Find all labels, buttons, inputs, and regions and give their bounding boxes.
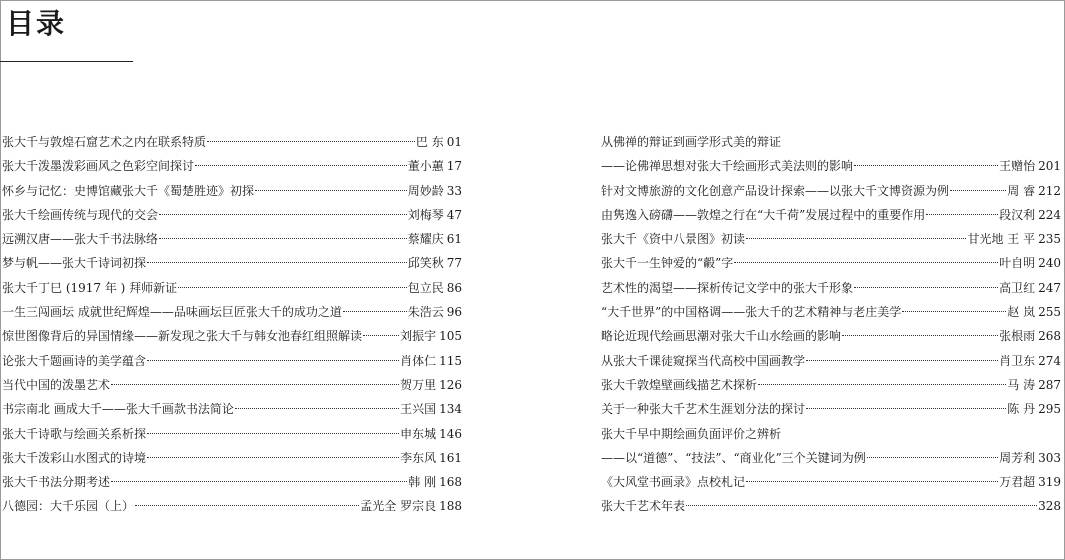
toc-entry-author: 陈 丹 — [1007, 402, 1036, 417]
toc-entry-title: 张大千书法分期考述 — [2, 475, 111, 490]
toc-entry-title: 张大千《资中八景图》初读 — [601, 232, 746, 247]
toc-entry-author: 李东风 — [400, 450, 437, 465]
toc-column-left — [2, 130, 462, 519]
dot-leader — [195, 165, 407, 166]
dot-leader — [147, 433, 399, 434]
toc-entry-author: 肖体仁 — [400, 353, 437, 368]
toc-entry-author: 赵 岚 — [1007, 305, 1036, 320]
dot-leader — [147, 457, 399, 458]
toc-entry-page: 115 — [439, 353, 462, 368]
title-underline — [0, 61, 133, 62]
dot-leader — [159, 214, 407, 215]
toc-entry — [2, 251, 462, 275]
toc-entry-title: 张大千早中期绘画负面评价之辨析 — [601, 426, 782, 441]
toc-entry-page: 01 — [446, 135, 462, 149]
toc-entry-title: 当代中国的泼墨艺术 — [2, 377, 111, 392]
toc-entry-page: 146 — [439, 426, 462, 441]
dot-leader — [111, 384, 399, 385]
toc-entry — [601, 179, 1061, 203]
toc-entry — [601, 251, 1061, 275]
toc-entry-title: 从佛禅的辩证到画学形式美的辩证 — [601, 135, 782, 149]
toc-entry-page: 201 — [1038, 159, 1061, 174]
toc-entry-page: 47 — [446, 207, 462, 222]
dot-leader — [159, 238, 407, 239]
toc-entry-title: 艺术性的渴望——探析传记文学中的张大千形象 — [601, 280, 854, 295]
toc-entry-title: 远溯汉唐——张大千书法脉络 — [2, 232, 159, 247]
toc-entry-title: 张大千泼彩山水图式的诗境 — [2, 450, 147, 465]
toc-entry — [601, 373, 1061, 397]
toc-entry-page: 328 — [1038, 499, 1061, 514]
dot-leader — [147, 360, 399, 361]
toc-entry-author: 王兴国 — [400, 402, 437, 417]
toc-entry — [601, 494, 1061, 518]
toc-entry-page: 168 — [439, 475, 462, 490]
toc-entry — [2, 446, 462, 470]
toc-entry — [2, 324, 462, 348]
toc-entry-title: 略论近现代绘画思潮对张大千山水绘画的影响 — [601, 329, 842, 344]
dot-leader — [842, 335, 998, 336]
toc-entry — [2, 470, 462, 494]
toc-entry — [601, 276, 1061, 300]
toc-entry-page: 188 — [439, 499, 462, 514]
toc-entry-author: 包立民 — [407, 280, 444, 295]
toc-entry — [601, 446, 1061, 470]
toc-entry-title: 针对文博旅游的文化创意产品设计探索——以张大千文博资源为例 — [601, 183, 950, 198]
toc-entry-author: 孟光全 罗宗良 — [360, 499, 437, 514]
toc-entry-author: 马 涛 — [1007, 377, 1036, 392]
toc-entry-author: 周 睿 — [1007, 183, 1036, 198]
toc-entry-title: 八德园：大千乐园（上） — [2, 499, 135, 514]
dot-leader — [235, 408, 399, 409]
toc-entry-page: 161 — [439, 450, 462, 465]
toc-entry-author: 申东城 — [400, 426, 437, 441]
toc-column-right — [601, 130, 1061, 519]
toc-entry-author: 刘梅琴 — [407, 207, 444, 222]
toc-entry-title: 张大千泼墨泼彩画风之色彩空间探讨 — [2, 159, 195, 174]
dot-leader — [746, 238, 966, 239]
toc-entry-author: 贺万里 — [400, 377, 437, 392]
toc-entry-title: 张大千艺术年表 — [601, 499, 686, 514]
toc-entry-author: 周妙龄 — [407, 183, 444, 198]
dot-leader — [686, 505, 1037, 506]
toc-entry-title: 张大千与敦煌石窟艺术之内在联系特质 — [2, 135, 207, 149]
toc-entry — [2, 154, 462, 178]
toc-entry-author: 叶自明 — [999, 256, 1036, 271]
toc-entry-title: 从张大千课徒窥探当代高校中国画教学 — [601, 353, 806, 368]
dot-leader — [255, 190, 407, 191]
dot-leader — [343, 311, 407, 312]
toc-entry — [601, 130, 1061, 154]
toc-entry-page: 126 — [439, 377, 462, 392]
toc-entry-title: 关于一种张大千艺术生涯划分法的探讨 — [601, 402, 806, 417]
dot-leader — [806, 360, 998, 361]
toc-entry — [2, 203, 462, 227]
toc-entry-page: 61 — [446, 232, 462, 247]
dot-leader — [950, 190, 1006, 191]
toc-entry-page: 96 — [446, 305, 462, 320]
dot-leader — [758, 384, 1006, 385]
toc-entry — [601, 470, 1061, 494]
toc-entry-page: 224 — [1038, 207, 1061, 222]
toc-entry-page: 319 — [1038, 475, 1061, 490]
toc-entry-author: 邱笑秋 — [407, 256, 444, 271]
toc-entry-page: 303 — [1038, 450, 1061, 465]
toc-entry-author: 巴 东 — [415, 135, 444, 149]
dot-leader — [902, 311, 1006, 312]
toc-entry — [2, 373, 462, 397]
toc-entry-author: 万君超 — [999, 475, 1036, 490]
toc-entry-author: 甘光地 王 平 — [967, 232, 1036, 247]
toc-entry-title: 梦与帆——张大千诗词初探 — [2, 256, 147, 271]
dot-leader — [734, 262, 998, 263]
toc-entry-page: 255 — [1038, 305, 1061, 320]
toc-entry — [601, 154, 1061, 178]
toc-entry-author: 段汉利 — [999, 207, 1036, 222]
dot-leader — [854, 287, 998, 288]
toc-entry-title: 张大千丁巳 (1917 年 ) 拜师新证 — [2, 280, 178, 295]
toc-entry — [2, 494, 462, 518]
toc-entry — [601, 422, 1061, 446]
toc-entry-author: 肖卫东 — [999, 353, 1036, 368]
toc-entry-page: 295 — [1038, 402, 1061, 417]
toc-entry-title: 《大风堂书画录》点校札记 — [601, 475, 746, 490]
dot-leader — [135, 505, 359, 506]
toc-entry — [601, 203, 1061, 227]
toc-entry-title: 书宗南北 画成大千——张大千画款书法简论 — [2, 402, 234, 417]
toc-entry-title: ——论佛禅思想对张大千绘画形式美法则的影响 — [601, 159, 854, 174]
toc-entry-author: 高卫红 — [999, 280, 1036, 295]
toc-entry-page: 247 — [1038, 280, 1061, 295]
toc-entry-title: 张大千一生钟爱的“㲉”字 — [601, 256, 734, 271]
toc-entry — [601, 349, 1061, 373]
dot-leader — [363, 335, 399, 336]
toc-entry — [2, 300, 462, 324]
toc-entry-author: 王赠怡 — [999, 159, 1036, 174]
toc-entry-title: 怀乡与记忆：史博馆藏张大千《蜀楚胜迹》初探 — [2, 183, 255, 198]
toc-entry-title: “大千世界”的中国格调——张大千的艺术精神与老庄美学 — [601, 305, 902, 320]
toc-entry-page: 77 — [446, 256, 462, 271]
dot-leader — [854, 165, 998, 166]
toc-entry-title: 由隽逸入磅礴——敦煌之行在“大千荷”发展过程中的重要作用 — [601, 207, 926, 222]
toc-entry-author: 蔡耀庆 — [407, 232, 444, 247]
toc-entry-author: 张根雨 — [999, 329, 1036, 344]
toc-entry — [2, 179, 462, 203]
dot-leader — [178, 287, 407, 288]
toc-entry — [2, 349, 462, 373]
toc-entry-title: 张大千诗歌与绘画关系析探 — [2, 426, 147, 441]
toc-entry-author: 韩 刚 — [408, 475, 437, 490]
toc-entry-title: 惊世图像背后的异国情缘——新发现之张大千与韩女池春红组照解读 — [2, 329, 363, 344]
toc-entry-page: 33 — [446, 183, 462, 198]
toc-entry — [2, 130, 462, 154]
toc-entry-title: 论张大千题画诗的美学蕴含 — [2, 353, 147, 368]
toc-entry-title: ——以“道德”、“技法”、“商业化”三个关键词为例 — [601, 450, 866, 465]
toc-entry-page: 235 — [1038, 232, 1061, 247]
dot-leader — [147, 262, 407, 263]
toc-entry-title: 张大千绘画传统与现代的交会 — [2, 207, 159, 222]
dot-leader — [806, 408, 1006, 409]
dot-leader — [867, 457, 998, 458]
toc-entry-page: 134 — [439, 402, 462, 417]
dot-leader — [207, 141, 415, 142]
toc-entry — [2, 397, 462, 421]
toc-entry-page: 86 — [446, 280, 462, 295]
dot-leader — [926, 214, 998, 215]
toc-entry — [2, 276, 462, 300]
toc-entry-page: 212 — [1038, 183, 1061, 198]
toc-entry-page: 17 — [446, 159, 462, 174]
toc-entry-author: 周芳利 — [999, 450, 1036, 465]
toc-entry-page: 240 — [1038, 256, 1061, 271]
toc-entry-author: 董小蕙 — [407, 159, 444, 174]
toc-entry-page: 287 — [1038, 377, 1061, 392]
toc-entry — [2, 227, 462, 251]
toc-entry — [601, 397, 1061, 421]
toc-entry-page: 274 — [1038, 353, 1061, 368]
toc-entry-author: 朱浩云 — [407, 305, 444, 320]
toc-entry — [601, 227, 1061, 251]
dot-leader — [746, 481, 998, 482]
toc-entry — [601, 300, 1061, 324]
toc-entry-title: 一生三闯画坛 成就世纪辉煌——品味画坛巨匠张大千的成功之道 — [2, 305, 342, 320]
page-title: 目录 — [6, 7, 67, 40]
dot-leader — [111, 481, 407, 482]
toc-entry-title: 张大千敦煌壁画线描艺术探析 — [601, 377, 758, 392]
toc-entry — [601, 324, 1061, 348]
toc-entry — [2, 422, 462, 446]
toc-entry-page: 105 — [439, 329, 462, 344]
toc-entry-author: 刘振宇 — [400, 329, 437, 344]
toc-entry-page: 268 — [1038, 329, 1061, 344]
